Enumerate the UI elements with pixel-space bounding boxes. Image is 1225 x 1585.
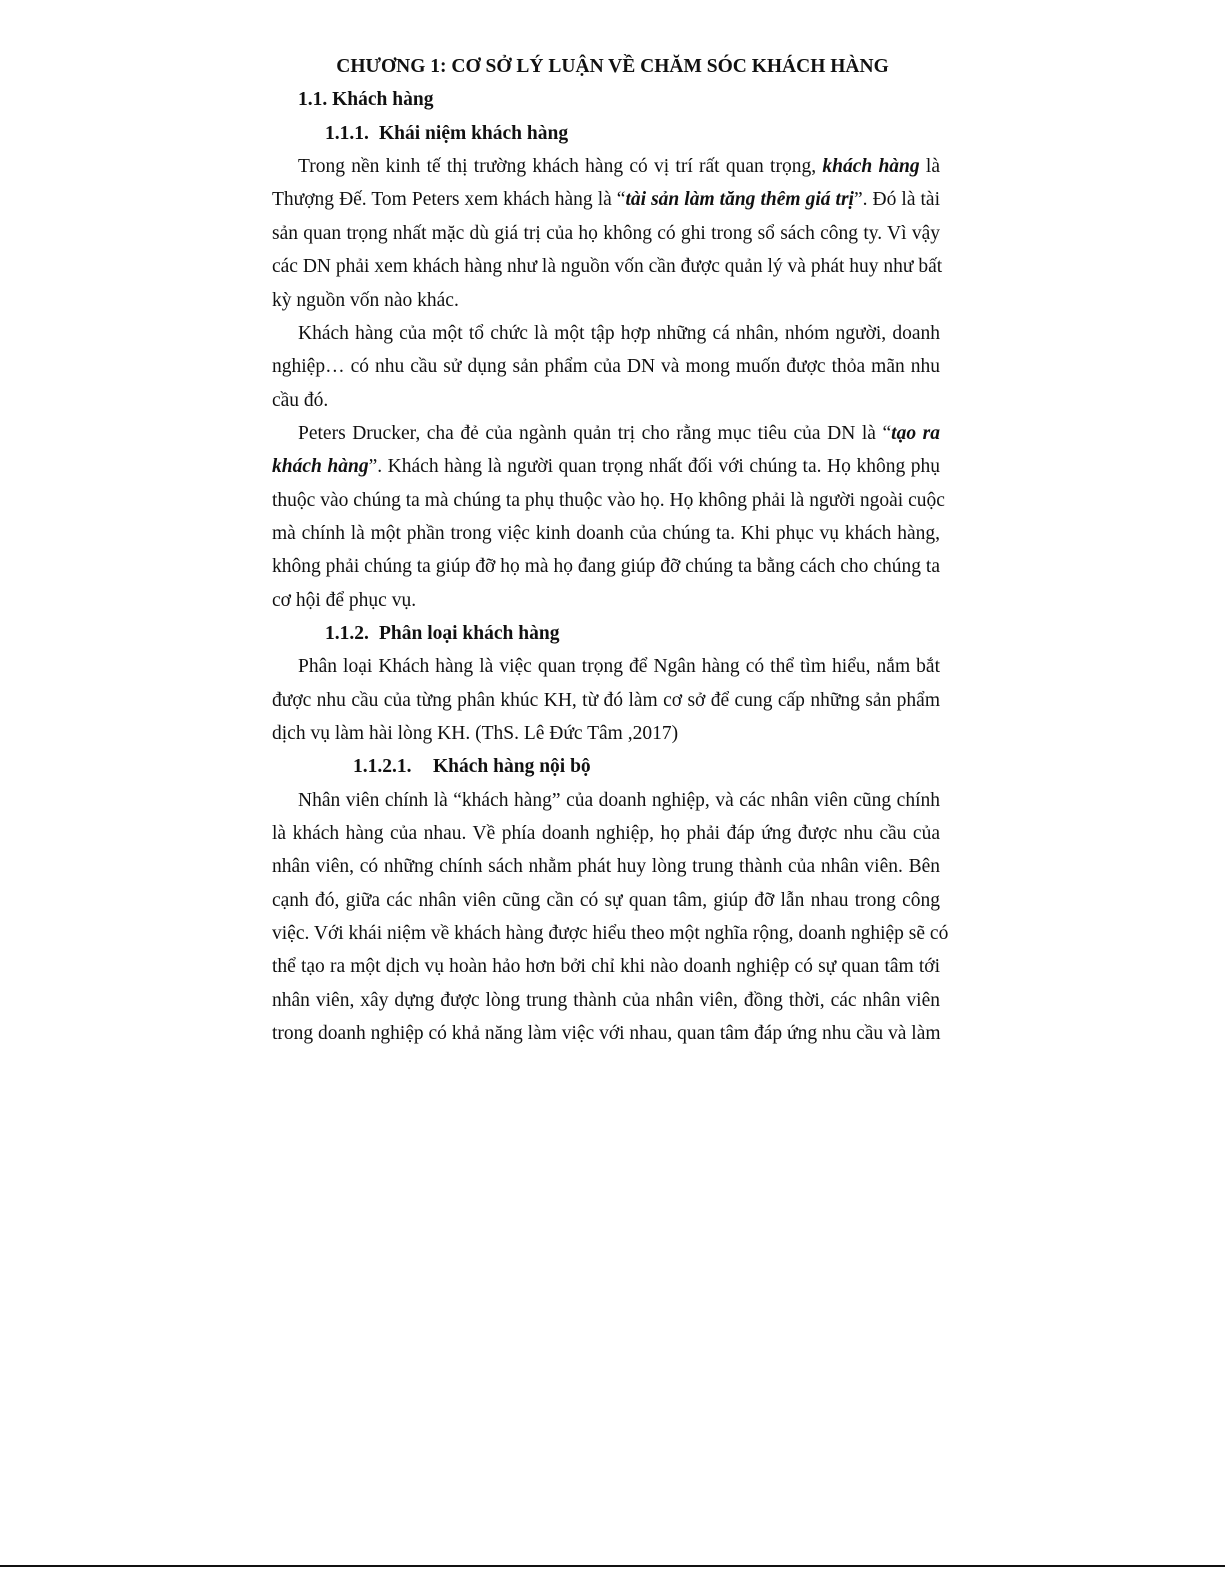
section-title: Khái niệm khách hàng	[379, 123, 569, 144]
paragraph-line: cầu đó.	[272, 390, 329, 411]
paragraph-line: nhân viên, xây dựng được lòng trung thành của nhân viên, đồng thời, các nhân viên	[272, 990, 940, 1011]
section-number: 1.1.1.	[325, 123, 369, 144]
paragraph-line: nghiệp… có nhu cầu sử dụng sản phẩm của DN và mong muốn được thỏa mãn nhu	[272, 356, 940, 377]
paragraph-line: dịch vụ làm hài lòng KH. (ThS. Lê Đức Tâm ,2017)	[272, 723, 679, 744]
paragraph-line: các DN phải xem khách hàng như là nguồn vốn cần được quản lý và phát huy như bất	[272, 256, 943, 277]
section-title: Khách hàng nội bộ	[433, 756, 591, 777]
paragraph-line: cạnh đó, giữa các nhân viên cũng cần có sự quan tâm, giúp đỡ lẫn nhau trong công	[272, 890, 940, 911]
paragraph-line: Phân loại Khách hàng là việc quan trọng để Ngân hàng có thể tìm hiểu, nắm bắt	[298, 656, 940, 677]
emphasis-text: tạo ra	[891, 423, 940, 444]
section-heading-1-1: 1.1. Khách hàng	[298, 89, 434, 110]
paragraph-line	[272, 454, 940, 480]
paragraph-line: được nhu cầu của từng phân khúc KH, từ đó làm cơ sở để cung cấp những sản phẩm	[272, 690, 940, 711]
chapter-title: CHƯƠNG 1: CƠ SỞ LÝ LUẬN VỀ CHĂM SÓC KHÁCH HÀNG	[336, 56, 889, 77]
section-title: Phân loại khách hàng	[379, 623, 560, 644]
paragraph-line: không phải chúng ta giúp đỡ họ mà họ đang giúp đỡ chúng ta bằng cách cho chúng ta	[272, 556, 940, 577]
text-run: ”. Khách hàng là người quan trọng nhất đối với chúng ta. Họ không phụ	[368, 456, 940, 477]
paragraph-line: thể tạo ra một dịch vụ hoàn hảo hơn bởi chỉ khi nào doanh nghiệp có sự quan tâm tới	[272, 956, 940, 977]
paragraph-line: sản quan trọng nhất mặc dù giá trị của họ không có ghi trong sổ sách công ty. Vì vậy	[272, 223, 940, 244]
text-run: Thượng Đế. Tom Peters xem khách hàng là “	[272, 189, 626, 210]
paragraph-line: nhân viên, có những chính sách nhằm phát huy lòng trung thành của nhân viên. Bên	[272, 856, 940, 877]
section-heading-1-1-1	[325, 121, 568, 147]
page-bottom-border	[0, 1565, 1225, 1567]
section-number: 1.1.2.1.	[353, 756, 412, 777]
paragraph-line: kỳ nguồn vốn nào khác.	[272, 290, 459, 311]
section-heading-1-1-2	[325, 621, 559, 647]
paragraph-line: là khách hàng của nhau. Về phía doanh nghiệp, họ phải đáp ứng được nhu cầu của	[272, 823, 940, 844]
paragraph-line: Khách hàng của một tổ chức là một tập hợp những cá nhân, nhóm người, doanh	[298, 323, 940, 344]
section-number: 1.1.2.	[325, 623, 369, 644]
paragraph-line: cơ hội để phục vụ.	[272, 590, 417, 611]
paragraph-line: mà chính là một phần trong việc kinh doanh của chúng ta. Khi phục vụ khách hàng,	[272, 523, 940, 544]
emphasis-text: khách hàng	[272, 456, 369, 477]
paragraph-line: việc. Với khái niệm về khách hàng được hiểu theo một nghĩa rộng, doanh nghiệp sẽ có	[272, 923, 949, 944]
text-run: Trong nền kinh tế thị trường khách hàng có vị trí rất quan trọng,	[298, 156, 823, 177]
paragraph-line	[298, 421, 940, 447]
paragraph-line	[298, 154, 940, 180]
emphasis-text: tài sản làm tăng thêm giá trị	[625, 189, 854, 210]
paragraph-line: trong doanh nghiệp có khả năng làm việc với nhau, quan tâm đáp ứng nhu cầu và làm	[272, 1023, 941, 1044]
section-heading-1-1-2-1	[353, 754, 591, 780]
text-run: ”. Đó là tài	[853, 189, 940, 210]
paragraph-line: Nhân viên chính là “khách hàng” của doanh nghiệp, và các nhân viên cũng chính	[298, 790, 940, 811]
text-run: Peters Drucker, cha đẻ của ngành quản trị cho rằng mục tiêu của DN là “	[298, 423, 892, 444]
emphasis-text: khách hàng	[822, 156, 920, 177]
text-run: là	[919, 156, 940, 177]
paragraph-line: thuộc vào chúng ta mà chúng ta phụ thuộc vào họ. Họ không phải là người ngoài cuộc	[272, 490, 945, 511]
paragraph-line	[272, 187, 940, 213]
